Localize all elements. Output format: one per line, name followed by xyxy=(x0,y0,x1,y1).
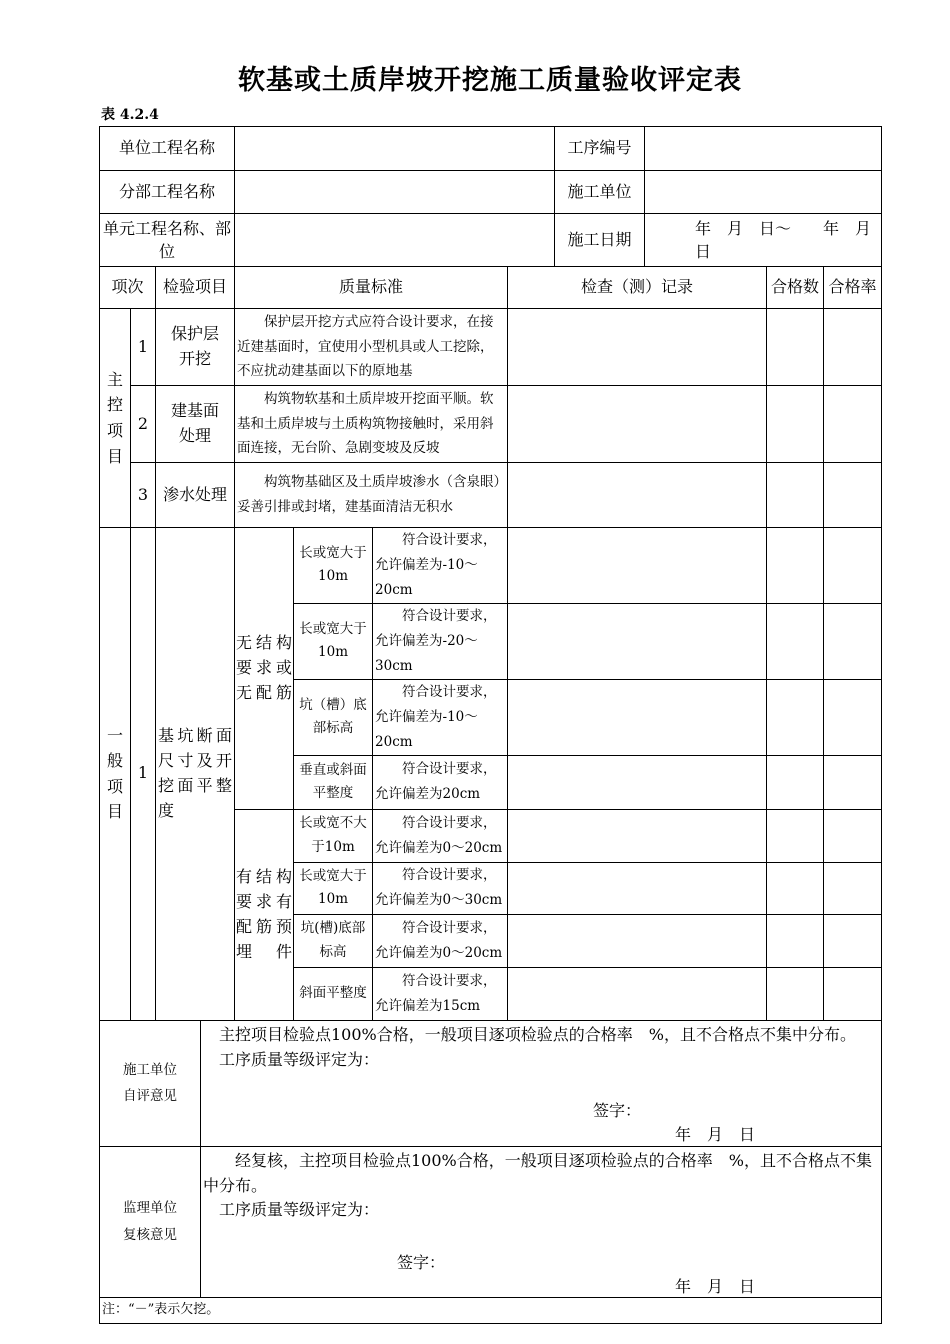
self-evaluation-date: 年 月 日 xyxy=(675,1124,756,1144)
group-name-with-structure: 有结构要求有配筋预埋件 xyxy=(235,809,294,1020)
sub-item-record[interactable] xyxy=(508,755,767,809)
group-name-no-structure: 无结构要求或无配筋 xyxy=(235,528,294,810)
sub-item-qualified-count[interactable] xyxy=(767,914,824,967)
sub-item-qualified-rate[interactable] xyxy=(824,862,882,914)
sub-item-standard: 符合设计要求，允许偏差为15cm xyxy=(373,967,508,1020)
sub-item-record[interactable] xyxy=(508,528,767,604)
sub-item-qualified-count[interactable] xyxy=(767,809,824,862)
note-row xyxy=(100,1297,882,1323)
self-evaluation-content[interactable] xyxy=(201,1020,882,1146)
sub-item-name: 坑(槽)底部标高 xyxy=(294,914,373,967)
construction-date-value[interactable]: 年 月 日～ 年 月 日 xyxy=(645,214,882,267)
sub-item-qualified-rate[interactable] xyxy=(824,679,882,755)
sub-item-record[interactable] xyxy=(508,914,767,967)
self-evaluation-text: 主控项目检验点100%合格，一般项目逐项检验点的合格率 %，且不合格点不集中分布。 xyxy=(219,1024,856,1044)
sub-item-standard: 符合设计要求，允许偏差为-20～30cm xyxy=(373,603,508,679)
main-item-row-2 xyxy=(100,386,882,463)
sub-item-qualified-rate[interactable] xyxy=(824,755,882,809)
sub-item-qualified-count[interactable] xyxy=(767,679,824,755)
construction-unit-label: 施工单位 xyxy=(555,171,645,214)
table-number: 表 4.2.4 xyxy=(101,107,159,123)
sub-item-qualified-count[interactable] xyxy=(767,755,824,809)
process-no-value[interactable] xyxy=(645,127,882,171)
main-item-qualified-rate[interactable] xyxy=(824,309,882,386)
self-evaluation-row xyxy=(100,1020,882,1146)
sub-item-standard: 符合设计要求，允许偏差为-10～20cm xyxy=(373,528,508,604)
process-no-label: 工序编号 xyxy=(555,127,645,171)
main-item-qualified-rate[interactable] xyxy=(824,463,882,528)
sub-item-name: 坑（槽）底部标高 xyxy=(294,679,373,755)
main-item-record[interactable] xyxy=(508,386,767,463)
sub-item-name: 斜面平整度 xyxy=(294,967,373,1020)
sub-item-qualified-count[interactable] xyxy=(767,603,824,679)
sub-item-name: 垂直或斜面平整度 xyxy=(294,755,373,809)
sub-item-qualified-rate[interactable] xyxy=(824,967,882,1020)
main-item-qualified-count[interactable] xyxy=(767,463,824,528)
sub-item-qualified-rate[interactable] xyxy=(824,914,882,967)
col-qualified-rate: 合格率 xyxy=(824,267,882,309)
header-row-division-project xyxy=(100,171,882,214)
main-item-no: 3 xyxy=(131,463,156,528)
sub-item-record[interactable] xyxy=(508,603,767,679)
sub-item-record[interactable] xyxy=(508,862,767,914)
form-title: 软基或土质岸坡开挖施工质量验收评定表 xyxy=(238,65,742,96)
general-items-label: 一般项目 xyxy=(100,528,131,1021)
construction-date-label: 施工日期 xyxy=(555,214,645,267)
sub-item-name: 长或宽大于10m xyxy=(294,528,373,604)
main-item-standard: 构筑物基础区及土质岸坡渗水（含泉眼）妥善引排或封堵，建基面清洁无积水 xyxy=(235,463,508,528)
element-project-value[interactable] xyxy=(235,214,555,267)
general-item-name: 基坑断面尺寸及开挖面平整度 xyxy=(156,528,235,1021)
acceptance-form-table xyxy=(99,126,888,1324)
unit-project-label: 单位工程名称 xyxy=(100,127,235,171)
main-item-name: 建基面处理 xyxy=(156,386,235,463)
col-inspection-record: 检查（测）记录 xyxy=(508,267,767,309)
supervision-review-label: 监理单位 复核意见 xyxy=(100,1146,201,1297)
main-item-name: 保护层开挖 xyxy=(156,309,235,386)
supervision-review-signature: 签字： xyxy=(397,1252,446,1272)
element-project-label: 单元工程名称、部位 xyxy=(100,214,235,267)
col-quality-standard: 质量标准 xyxy=(235,267,508,309)
main-item-record[interactable] xyxy=(508,463,767,528)
main-item-standard: 保护层开挖方式应符合设计要求，在接近建基面时，宜使用小型机具或人工挖除，不应扰动建基面以下的原地基 xyxy=(235,309,508,386)
main-item-qualified-rate[interactable] xyxy=(824,386,882,463)
supervision-review-grade: 工序质量等级评定为： xyxy=(219,1200,380,1220)
self-evaluation-grade: 工序质量等级评定为： xyxy=(219,1049,380,1069)
division-project-value[interactable] xyxy=(235,171,555,214)
sub-item-standard: 符合设计要求，允许偏差为0～30cm xyxy=(373,862,508,914)
column-header-row xyxy=(100,267,882,309)
col-inspection-item: 检验项目 xyxy=(156,267,235,309)
main-item-no: 2 xyxy=(131,386,156,463)
main-item-record[interactable] xyxy=(508,309,767,386)
supervision-review-row xyxy=(100,1146,882,1297)
sub-item-qualified-count[interactable] xyxy=(767,862,824,914)
sub-item-record[interactable] xyxy=(508,967,767,1020)
sub-item-qualified-rate[interactable] xyxy=(824,809,882,862)
supervision-review-content[interactable] xyxy=(201,1146,882,1297)
sub-item-name: 长或宽大于10m xyxy=(294,603,373,679)
self-evaluation-label: 施工单位 自评意见 xyxy=(100,1020,201,1146)
supervision-review-text: 经复核，主控项目检验点100%合格，一般项目逐项检验点的合格率 %，且不合格点不集中分布。 xyxy=(203,1150,872,1195)
main-item-qualified-count[interactable] xyxy=(767,386,824,463)
division-project-label: 分部工程名称 xyxy=(100,171,235,214)
sub-item-standard: 符合设计要求，允许偏差为20cm xyxy=(373,755,508,809)
unit-project-value[interactable] xyxy=(235,127,555,171)
sub-item-record[interactable] xyxy=(508,679,767,755)
sub-item-qualified-count[interactable] xyxy=(767,528,824,604)
main-item-row-1 xyxy=(100,309,882,386)
col-item-no: 项次 xyxy=(100,267,156,309)
main-item-qualified-count[interactable] xyxy=(767,309,824,386)
self-evaluation-signature: 签字： xyxy=(593,1100,642,1120)
sub-item-name: 长或宽大于10m xyxy=(294,862,373,914)
sub-item-record[interactable] xyxy=(508,809,767,862)
sub-item-qualified-rate[interactable] xyxy=(824,528,882,604)
sub-item-standard: 符合设计要求，允许偏差为-10～20cm xyxy=(373,679,508,755)
col-qualified-count: 合格数 xyxy=(767,267,824,309)
construction-unit-value[interactable] xyxy=(645,171,882,214)
main-item-row-3 xyxy=(100,463,882,528)
sub-item-qualified-rate[interactable] xyxy=(824,603,882,679)
main-item-no: 1 xyxy=(131,309,156,386)
header-row-unit-project xyxy=(100,127,882,171)
general-item-no: 1 xyxy=(131,528,156,1021)
sub-item-standard: 符合设计要求，允许偏差为0～20cm xyxy=(373,914,508,967)
sub-item-qualified-count[interactable] xyxy=(767,967,824,1020)
sub-item-standard: 符合设计要求，允许偏差为0～20cm xyxy=(373,809,508,862)
main-control-label: 主控项目 xyxy=(100,309,131,528)
footnote: 注：“－”表示欠挖。 xyxy=(100,1297,882,1323)
header-row-element-project xyxy=(100,214,882,267)
main-item-standard: 构筑物软基和土质岸坡开挖面平顺。软基和土质岸坡与土质构筑物接触时，采用斜面连接，无台阶、急剧变坡及反坡 xyxy=(235,386,508,463)
sub-item-name: 长或宽不大于10m xyxy=(294,809,373,862)
general-item-row xyxy=(100,528,882,604)
main-item-name: 渗水处理 xyxy=(156,463,235,528)
supervision-review-date: 年 月 日 xyxy=(675,1276,756,1296)
